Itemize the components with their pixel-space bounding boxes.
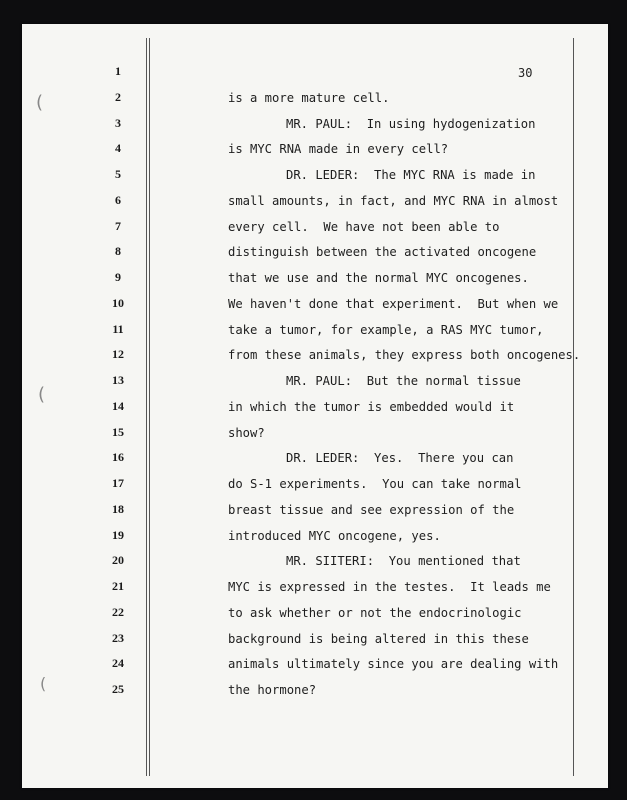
transcript-line: MYC is expressed in the testes. It leads me xyxy=(228,580,551,594)
transcript-line: the hormone? xyxy=(228,683,317,697)
transcript-page xyxy=(22,24,608,788)
transcript-line: is a more mature cell. xyxy=(228,90,390,105)
line-number: 16 xyxy=(112,450,124,465)
line-number: 12 xyxy=(112,347,124,362)
transcript-line: that we use and the normal MYC oncogenes. xyxy=(228,271,529,285)
page-number: 30 xyxy=(518,66,533,80)
line-number: 8 xyxy=(115,244,121,259)
transcript-line: from these animals, they express both oncogenes. xyxy=(228,348,581,363)
line-number: 20 xyxy=(112,553,124,568)
transcript-line: DR. LEDER: Yes. There you can xyxy=(286,451,514,466)
transcript-line: MR. PAUL: But the normal tissue xyxy=(286,374,521,388)
transcript-line: distinguish between the activated oncogene xyxy=(228,245,537,260)
line-number: 22 xyxy=(112,604,124,619)
transcript-line: is MYC RNA made in every cell? xyxy=(228,142,449,157)
line-number: 17 xyxy=(112,476,124,490)
line-number: 4 xyxy=(115,141,121,156)
line-number: 5 xyxy=(115,167,121,181)
line-number: 7 xyxy=(115,218,121,233)
line-number: 11 xyxy=(112,321,124,336)
right-margin-rule xyxy=(573,38,574,776)
line-number: 1 xyxy=(115,64,121,78)
transcript-line: We haven't done that experiment. But when we xyxy=(228,296,559,311)
scan-speck-mark: ( xyxy=(40,674,47,693)
line-number: 15 xyxy=(112,424,124,439)
line-number: 9 xyxy=(115,270,121,284)
transcript-line: animals ultimately since you are dealing with xyxy=(228,657,559,672)
scan-speck-mark: ( xyxy=(36,92,44,113)
left-margin-rule xyxy=(146,38,147,776)
transcript-line: show? xyxy=(228,425,265,440)
left-margin-rule-inner xyxy=(149,38,150,776)
transcript-line: do S-1 experiments. You can take normal xyxy=(228,477,522,491)
line-number: 2 xyxy=(115,89,121,104)
line-number: 19 xyxy=(112,527,124,542)
scan-speck-mark: ( xyxy=(38,384,46,405)
line-number: 14 xyxy=(112,398,124,413)
transcript-line: small amounts, in fact, and MYC RNA in almost xyxy=(228,193,559,208)
transcript-line: to ask whether or not the endocrinologic xyxy=(228,605,522,620)
line-number: 3 xyxy=(115,115,121,130)
transcript-line: background is being altered in this these xyxy=(228,631,529,646)
transcript-line: MR. SIITERI: You mentioned that xyxy=(286,554,521,569)
transcript-line: in which the tumor is embedded would it xyxy=(228,399,515,414)
transcript-line: every cell. We have not been able to xyxy=(228,219,500,234)
line-number: 24 xyxy=(112,656,124,671)
transcript-line: introduced MYC oncogene, yes. xyxy=(228,528,441,543)
transcript-line: breast tissue and see expression of the xyxy=(228,502,515,517)
line-number: 10 xyxy=(112,295,124,310)
line-number: 6 xyxy=(115,192,121,207)
line-number: 21 xyxy=(112,579,124,593)
line-number: 23 xyxy=(112,630,124,645)
transcript-line: take a tumor, for example, a RAS MYC tumor, xyxy=(228,322,544,337)
line-number: 25 xyxy=(112,682,124,696)
transcript-line: MR. PAUL: In using hydogenization xyxy=(286,116,536,131)
line-number: 13 xyxy=(112,373,124,387)
line-number: 18 xyxy=(112,501,124,516)
transcript-line: DR. LEDER: The MYC RNA is made in xyxy=(286,168,536,182)
